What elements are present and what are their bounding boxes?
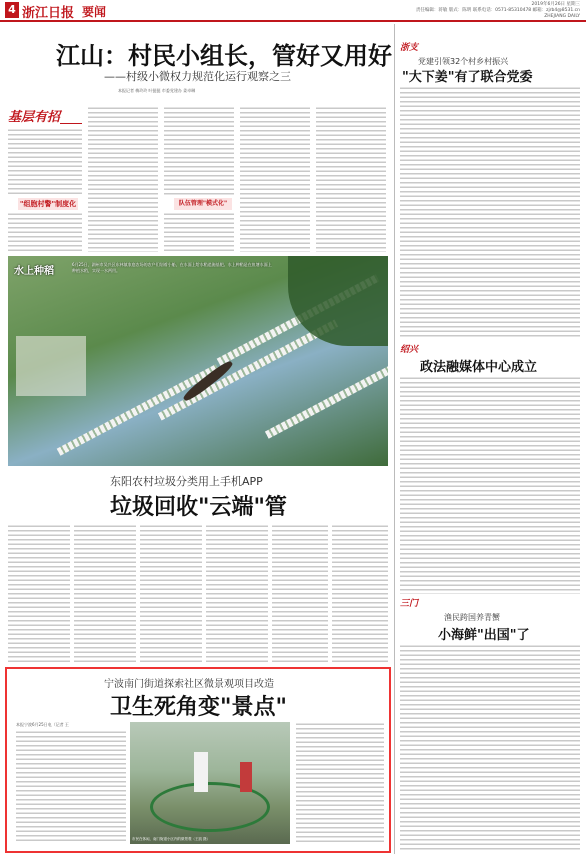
- photo-caption: 6月25日，湖州市吴兴区东林镇家庭农场的农户们划着小船，在水面上给水稻追施基肥。水上种稻是在鱼塘水面上种植水稻，实现一水两用。: [72, 262, 272, 273]
- header-editors: 责任编辑：蒋敏 版式：陈明 联系电话：0571-85310478 邮箱：zjrb4@8531.cn: [415, 8, 580, 13]
- article1-subhead2: 队伍管理"模式化": [174, 198, 232, 210]
- photo-caption-title: 水上种稻: [14, 266, 54, 277]
- article1-subhead1: "组胞村警"制度化: [19, 200, 77, 208]
- sidebar1-text: [400, 86, 580, 338]
- article2-text-col6: [332, 524, 388, 664]
- column-divider: [394, 24, 395, 854]
- green-sculpture: [150, 782, 270, 832]
- article3-title: 卫生死角变"景点": [110, 694, 287, 720]
- sidebar1-tag: 浙支: [400, 43, 419, 53]
- newspaper-name: 浙江日报: [22, 6, 75, 21]
- sidebar3-kicker: 渔民跨国养青蟹: [444, 613, 500, 622]
- person: [240, 762, 252, 792]
- header-english-name: ZHEJIANG DAILY: [544, 14, 580, 19]
- article1-text-col1a: [8, 128, 82, 196]
- article2-kicker: 东阳农村垃圾分类用上手机APP: [110, 475, 263, 488]
- article2-text-col5: [272, 524, 328, 664]
- article1-text-col3a: [164, 106, 234, 196]
- rice-field-photo: [8, 256, 388, 466]
- header-info: [416, 2, 580, 20]
- trees: [288, 256, 388, 346]
- article3-photo-caption: 市民在休闲，南门街道小区内的微景观（王凯 摄）: [132, 837, 211, 841]
- rubric-label: 基层有招: [8, 110, 61, 125]
- article1-text-col3b: [164, 212, 234, 252]
- article3-kicker: 宁波南门街道探索社区微景观项目改造: [104, 679, 274, 690]
- article2-text-col3: [140, 524, 202, 664]
- sidebar2-text: [400, 376, 580, 594]
- sidebar3-tag: 三门: [400, 599, 419, 609]
- article1-title: 江山：村民小组长，管好又用好: [56, 41, 392, 70]
- sidebar2-tag: 绍兴: [400, 345, 419, 355]
- sidebar3-text: [400, 644, 580, 852]
- article1-subtitle: ——村级小微权力规范化运行观察之三: [104, 70, 291, 83]
- sidebar1-kicker: 党建引领32个村乡村振兴: [418, 57, 509, 66]
- article3-text-col3: [296, 722, 384, 844]
- floating-tray-row: [158, 320, 338, 421]
- section-title: 要闻: [82, 5, 107, 19]
- page-number: 4: [5, 2, 19, 18]
- sidebar2-title: 政法融媒体中心成立: [420, 360, 538, 375]
- article1-text-col5: [316, 106, 386, 252]
- article1-text-col2: [88, 106, 158, 252]
- rubric-box: [8, 106, 82, 124]
- article1-text-col4: [240, 106, 310, 252]
- article2-title: 垃圾回收"云端"管: [110, 494, 287, 520]
- house: [16, 336, 86, 396]
- micro-landscape-photo: [130, 722, 290, 844]
- article2-text-col4: [206, 524, 268, 664]
- header-date: 2019年6月26日 星期三: [531, 2, 580, 7]
- person: [194, 752, 208, 792]
- article2-text-col2: [74, 524, 136, 664]
- article3-byline: 本报宁波6月25日电（记者 王: [16, 722, 69, 727]
- article1-text-col1b: [8, 212, 82, 252]
- article1-byline: 本报记者 梅玲玲 叶挺挺 市委党建办 姜卓琳: [118, 88, 196, 93]
- article3-text-col1: [16, 730, 126, 842]
- floating-tray-row: [265, 361, 388, 438]
- article2-text-col1: [8, 524, 70, 664]
- sidebar3-title: 小海鲜"出国"了: [438, 628, 530, 643]
- sidebar1-title: "大下姜"有了联合党委: [402, 70, 533, 85]
